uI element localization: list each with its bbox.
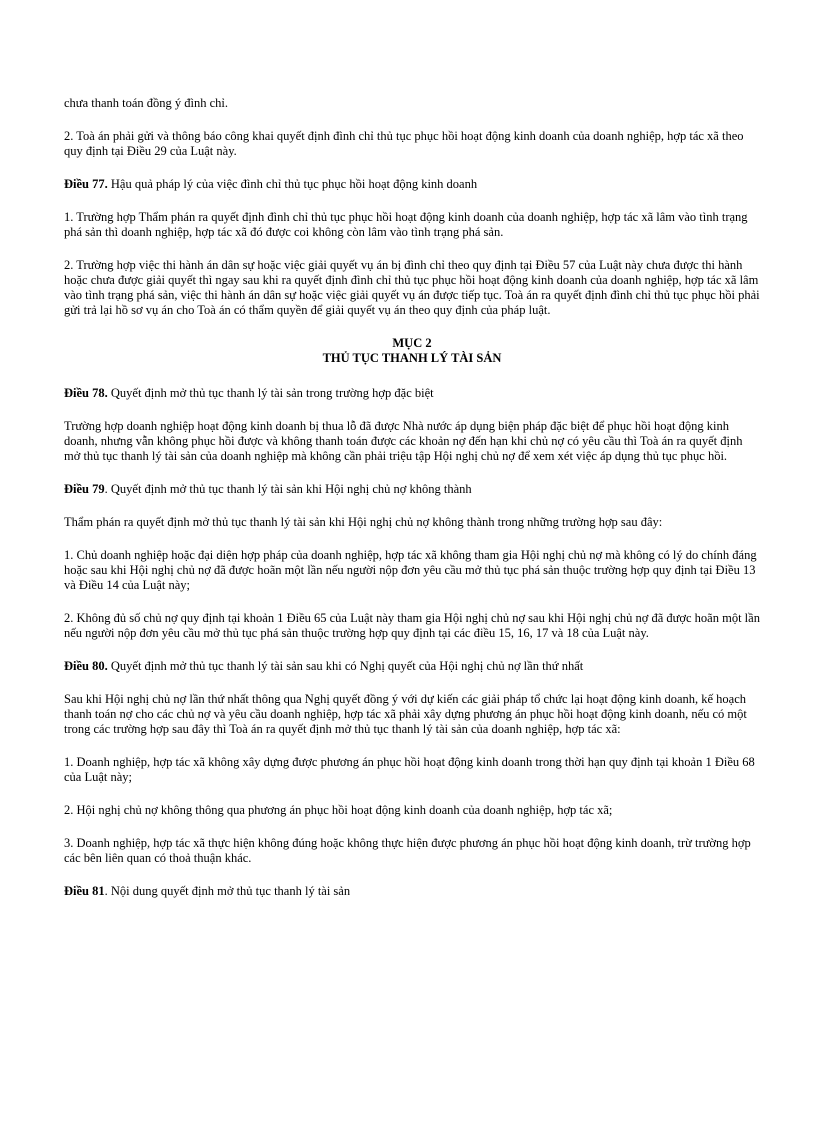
article-80-label: Điều 80. xyxy=(64,659,108,673)
section-number: MỤC 2 xyxy=(392,336,432,350)
article-79-title: . Quyết định mở thủ tục thanh lý tài sản khi Hội nghị chủ nợ không thành xyxy=(104,482,472,496)
article-80-intro: Sau khi Hội nghị chủ nợ lần thứ nhất thông qua Nghị quyết đồng ý với dự kiến các giải pháp tổ chức lại hoạt động kinh doanh, kế hoạch thanh toán nợ cho các chủ nợ và yêu cầu doanh nghiệp, hợp tác xã phải xây dựng phương án phục hồi hoạt động kinh doanh, nếu có một trong các trường hợp sau đây thì Toà án ra quyết định mở thủ tục thanh lý tài sản của doanh nghiệp, hợp tác xã: xyxy=(64,692,747,736)
article-80-heading xyxy=(64,659,760,674)
article-79-intro: Thẩm phán ra quyết định mở thủ tục thanh lý tài sản khi Hội nghị chủ nợ không thành trong những trường hợp sau đây: xyxy=(64,515,663,529)
article-79-clause-2: 2. Không đủ số chủ nợ quy định tại khoản 1 Điều 65 của Luật này tham gia Hội nghị chủ nợ sau khi Hội nghị chủ nợ đã được hoãn một lần nếu người nộp đơn yêu cầu mở thủ tục phá sản thuộc trường hợp quy định tại các điều 15, 16, 17 và 18 của Luật này. xyxy=(64,611,760,640)
section-title: THỦ TỤC THANH LÝ TÀI SẢN xyxy=(322,351,502,365)
article-77-title: Hậu quả pháp lý của việc đình chỉ thủ tục phục hồi hoạt động kinh doanh xyxy=(107,177,478,191)
article-78-label: Điều 78. xyxy=(64,386,108,400)
article-81-label: Điều 81 xyxy=(64,884,105,898)
article-77-label: Điều 77. xyxy=(64,177,108,191)
paragraph-continuation: chưa thanh toán đồng ý đình chỉ. xyxy=(64,96,229,110)
article-79-clause-1: 1. Chủ doanh nghiệp hoặc đại diện hợp pháp của doanh nghiệp, hợp tác xã không tham gia Hội nghị chủ nợ mà không có lý do chính đáng hoặc sau khi Hội nghị chủ nợ đã được hoãn một lần nếu người nộp đơn yêu cầu mở thủ tục phá sản thuộc trường hợp quy định tại Điều 13 và Điều 14 của Luật này; xyxy=(64,548,757,592)
paragraph-art76-clause-2: 2. Toà án phải gửi và thông báo công khai quyết định đình chỉ thủ tục phục hồi hoạt động kinh doanh của doanh nghiệp, hợp tác xã theo quy định tại Điều 29 của Luật này. xyxy=(64,129,744,158)
article-80-clause-2: 2. Hội nghị chủ nợ không thông qua phương án phục hồi hoạt động kinh doanh của doanh nghiệp, hợp tác xã; xyxy=(64,803,613,817)
article-78-title: Quyết định mở thủ tục thanh lý tài sản trong trường hợp đặc biệt xyxy=(107,386,434,400)
article-80-title: Quyết định mở thủ tục thanh lý tài sản sau khi có Nghị quyết của Hội nghị chủ nợ lần thứ nhất xyxy=(107,659,584,673)
section-heading xyxy=(64,336,760,366)
article-78-heading xyxy=(64,386,760,401)
article-79-heading xyxy=(64,482,760,497)
article-77-heading xyxy=(64,177,760,192)
article-77-clause-1: 1. Trường hợp Thẩm phán ra quyết định đình chỉ thủ tục phục hồi hoạt động kinh doanh của doanh nghiệp, hợp tác xã lâm vào tình trạng phá sản thì doanh nghiệp, hợp tác xã đó được coi không còn lâm vào tình trạng phá sản. xyxy=(64,210,748,239)
article-79-label: Điều 79 xyxy=(64,482,105,496)
article-80-clause-1: 1. Doanh nghiệp, hợp tác xã không xây dựng được phương án phục hồi hoạt động kinh doanh trong thời hạn quy định tại khoản 1 Điều 68 của Luật này; xyxy=(64,755,755,784)
article-77-clause-2: 2. Trường hợp việc thi hành án dân sự hoặc việc giải quyết vụ án bị đình chỉ theo quy định tại Điều 57 của Luật này chưa được thi hành hoặc chưa được giải quyết thì ngay sau khi ra quyết định đình chỉ thủ tục phục hồi hoạt động kinh doanh của doanh nghiệp, hợp tác xã lâm vào tình trạng phá sản, việc thi hành án dân sự hoặc việc giải quyết vụ án được tiếp tục. Toà án ra quyết định đình chỉ thủ tục phục hồi phải gửi trả lại hồ sơ vụ án cho Toà án có thẩm quyền để giải quyết vụ án theo quy định của pháp luật. xyxy=(64,258,760,317)
article-80-clause-3: 3. Doanh nghiệp, hợp tác xã thực hiện không đúng hoặc không thực hiện được phương án phục hồi hoạt động kinh doanh, trừ trường hợp các bên liên quan có thoả thuận khác. xyxy=(64,836,751,865)
article-81-heading xyxy=(64,884,760,899)
article-81-title: . Nội dung quyết định mở thủ tục thanh lý tài sản xyxy=(104,884,351,898)
article-78-body: Trường hợp doanh nghiệp hoạt động kinh doanh bị thua lỗ đã được Nhà nước áp dụng biện pháp đặc biệt để phục hồi hoạt động kinh doanh, nhưng vẫn không phục hồi được và không thanh toán được các khoản nợ đến hạn khi chủ nợ có yêu cầu thì Toà án ra quyết định mở thủ tục thanh lý tài sản của doanh nghiệp mà không cần phải triệu tập Hội nghị chủ nợ để xem xét việc áp dụng thủ tục phục hồi. xyxy=(64,419,743,463)
